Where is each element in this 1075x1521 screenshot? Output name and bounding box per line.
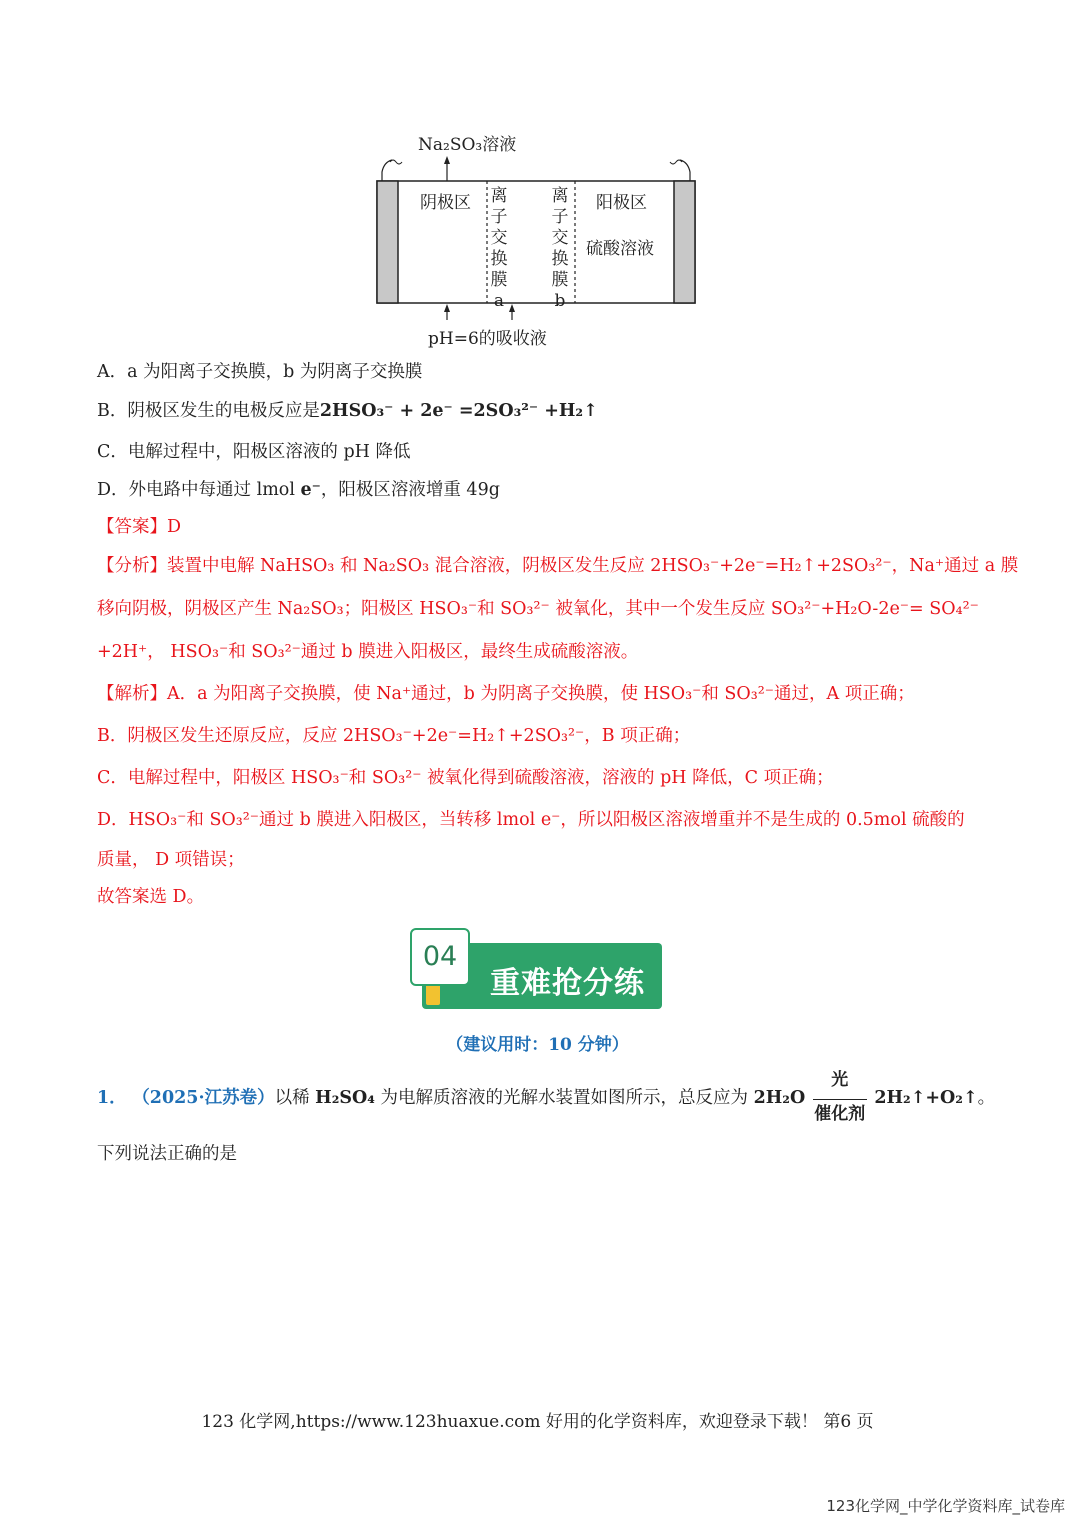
- solution-line-1: 【解析】A．a 为阳离子交换膜，使 Na⁺通过，b 为阴离子交换膜，使 HSO₃⁻和 SO₃²⁻通过，A 项正确；: [97, 684, 915, 704]
- option-d-prefix: D．外电路中每通过 lmol: [97, 480, 295, 500]
- option-b-prefix: B．阴极区发生的电极反应是: [97, 401, 320, 421]
- left-electrode: [377, 181, 398, 303]
- solution-line-2: B．阴极区发生还原反应，反应 2HSO₃⁻+2e⁻=H₂↑+2SO₃²⁻，B 项正确；: [97, 726, 691, 746]
- option-b-equation: 2HSO₃⁻ + 2e⁻ =2SO₃²⁻ +H₂↑: [319, 401, 598, 421]
- solution-line-6: 故答案选 D。: [97, 887, 205, 907]
- section-number: 04: [410, 928, 470, 986]
- option-d-suffix: ，阳极区溶液增重 49g: [320, 480, 500, 500]
- solution-line-3: C．电解过程中，阳极区 HSO₃⁻和 SO₃²⁻ 被氧化得到硫酸溶液，溶液的 pH 降低，C 项正确；: [97, 768, 834, 788]
- option-a: A．a 为阳离子交换膜，b 为阴离子交换膜: [97, 362, 423, 382]
- question-1-prompt: 下列说法正确的是: [97, 1144, 237, 1164]
- section-badge-accent: [426, 983, 440, 1005]
- question-1-h2so4: H₂SO₄: [315, 1088, 375, 1108]
- time-hint: （建议用时：10 分钟）: [446, 1035, 629, 1055]
- option-c: C．电解过程中，阳极区溶液的 pH 降低: [97, 442, 411, 462]
- analysis-line-3: +2H⁺， HSO₃⁻和 SO₃²⁻通过 b 膜进入阳极区，最终生成硫酸溶液。: [97, 642, 639, 662]
- outlet-arrow: [444, 156, 450, 164]
- right-electrode: [674, 181, 695, 303]
- right-wire: [680, 160, 690, 181]
- question-1: [97, 1069, 996, 1124]
- question-1-number: 1．: [97, 1088, 127, 1108]
- condition-bar: [813, 1099, 867, 1100]
- membrane-b-label: 离 子 交 换 膜 b: [551, 186, 569, 311]
- top-solution-label: Na₂SO₃溶液: [418, 135, 517, 155]
- question-1-products: 2H₂↑+O₂↑: [874, 1088, 978, 1108]
- solution-line-4: D．HSO₃⁻和 SO₃²⁻通过 b 膜进入阳极区，当转移 lmol e⁻，所以阳极区溶液增重并不是生成的 0.5mol 硫酸的: [97, 810, 965, 830]
- left-wire: [382, 160, 392, 181]
- solution-line-5: 质量， D 项错误；: [97, 850, 245, 870]
- inlet-arrow-right: [509, 304, 515, 312]
- anode-solution-label: 硫酸溶液: [586, 239, 654, 259]
- bottom-solution-label: pH=6的吸收液: [428, 329, 547, 349]
- reaction-condition: [811, 1069, 869, 1124]
- membrane-a-label: 离 子 交 换 膜 a: [490, 186, 508, 311]
- electrolysis-cell-drawing: [360, 150, 710, 320]
- inlet-arrow-left: [444, 304, 450, 312]
- answer-line: 【答案】D: [97, 517, 182, 537]
- analysis-line-1: 【分析】装置中电解 NaHSO₃ 和 Na₂SO₃ 混合溶液，阴极区发生反应 2HSO₃⁻+2e⁻=H₂↑+2SO₃²⁻，Na⁺通过 a 膜: [97, 556, 1019, 576]
- condition-bottom: 催化剂: [814, 1103, 866, 1124]
- condition-top: 光: [831, 1069, 849, 1090]
- cathode-zone-label: 阴极区: [420, 193, 471, 213]
- section-title: 重难抢分练: [490, 966, 645, 1001]
- question-1-text-a: 以稀: [274, 1088, 310, 1108]
- question-1-text-b: 为电解质溶液的光解水装置如图所示，总反应为: [380, 1088, 748, 1108]
- question-1-reactant: 2H₂O: [753, 1088, 806, 1108]
- option-d-electron: e⁻: [300, 480, 321, 500]
- page-footer: 123 化学网,https://www.123huaxue.com 好用的化学资料库，欢迎登录下载！ 第6 页: [201, 1412, 874, 1432]
- question-1-source: （2025·江苏卷）: [132, 1088, 275, 1108]
- analysis-line-2: 移向阴极，阴极区产生 Na₂SO₃；阳极区 HSO₃⁻和 SO₃²⁻ 被氧化，其中一个发生反应 SO₃²⁻+H₂O-2e⁻= SO₄²⁻: [97, 599, 979, 619]
- watermark: 123化学网_中学化学资料库_试卷库: [826, 1497, 1065, 1515]
- question-1-end: 。: [977, 1088, 996, 1108]
- option-b: [97, 399, 598, 423]
- option-d: [97, 478, 500, 502]
- anode-zone-label: 阳极区: [596, 193, 647, 213]
